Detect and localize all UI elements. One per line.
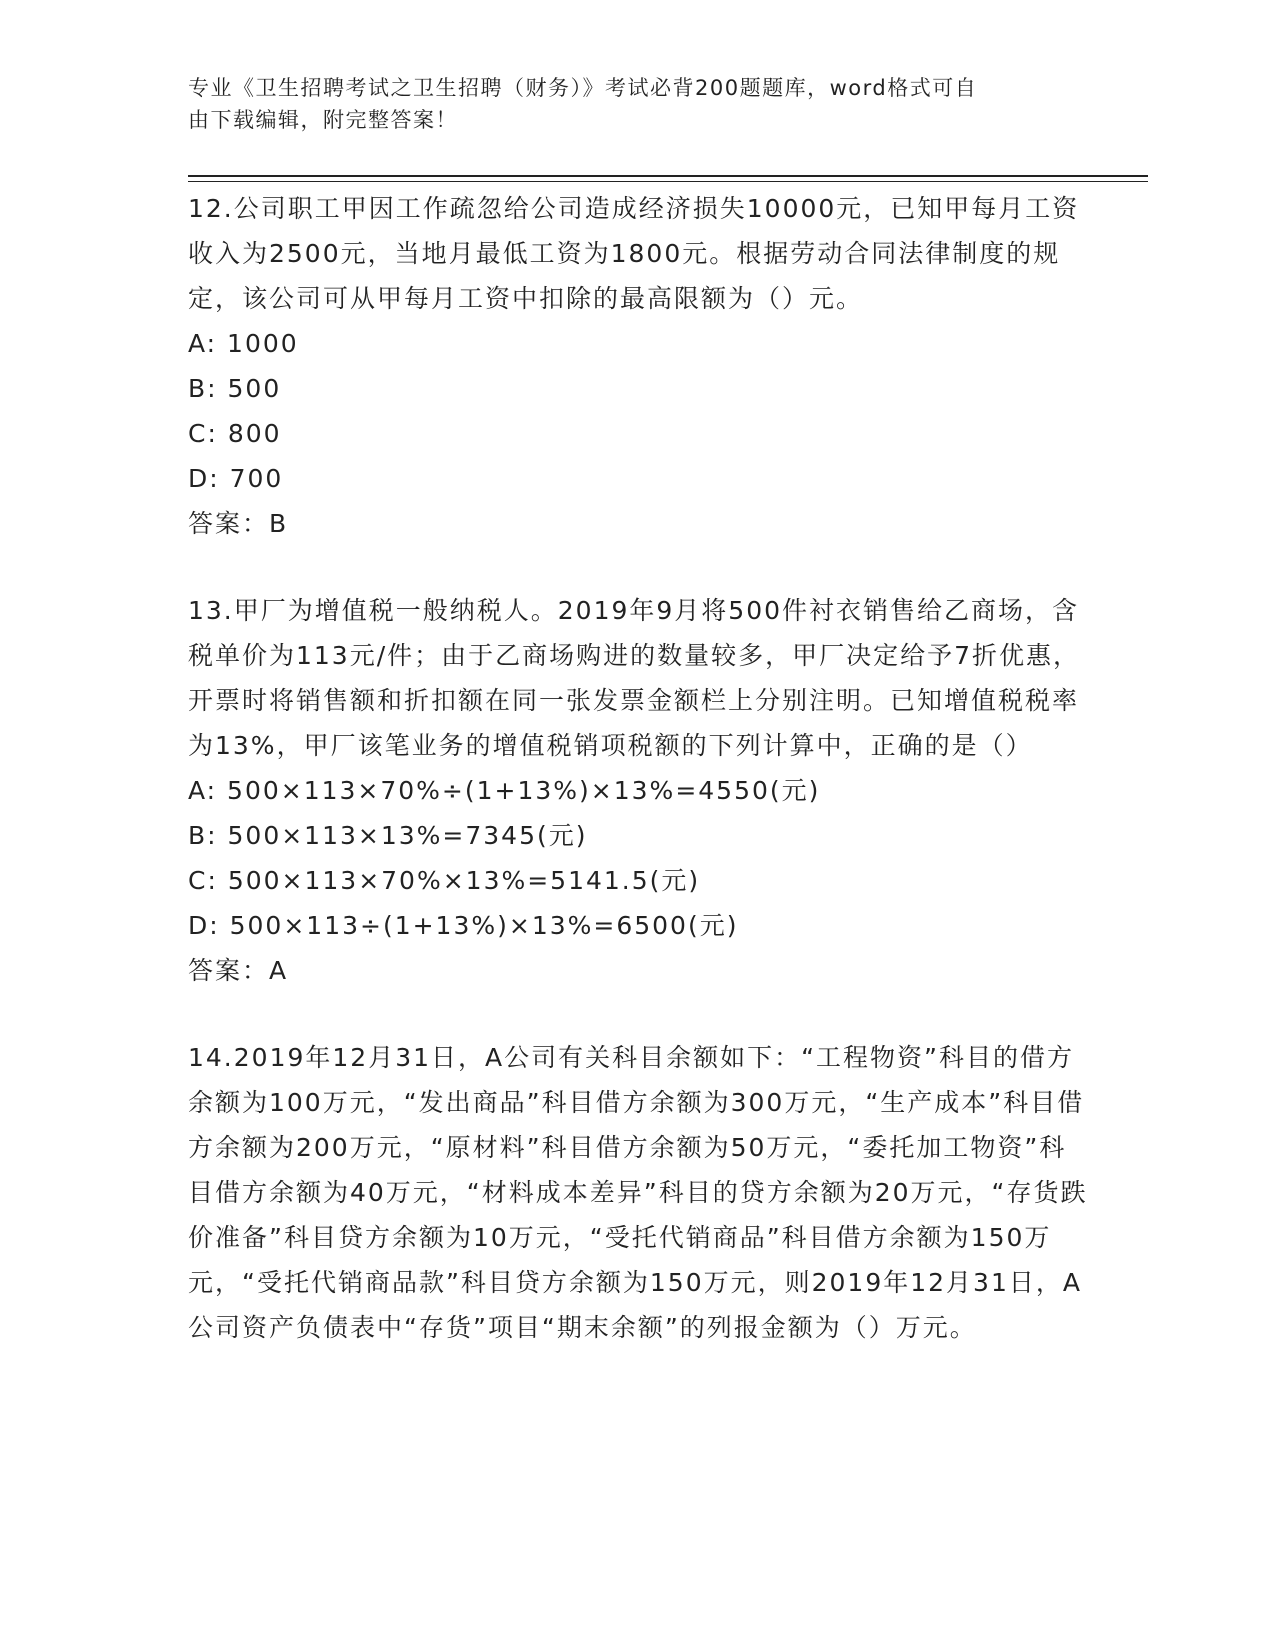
answer: 答案：B bbox=[188, 509, 289, 538]
option-b: B: 500×113×13%=7345(元) bbox=[188, 821, 588, 850]
option-c: C: 800 bbox=[188, 419, 282, 448]
question-12 bbox=[188, 186, 1088, 546]
document-body bbox=[188, 186, 1088, 1392]
option-d: D: 700 bbox=[188, 464, 284, 493]
question-stem: 14.2019年12月31日，A公司有关科目余额如下：“工程物资”科目的借方余额为100万元，“发出商品”科目借方余额为300万元，“生产成本”科目借方余额为200万元，“原材料”科目借方余额为50万元，“委托加工物资”科目借方余额为40万元，“材料成本差异”科目的贷方余额为20万元，“存货跌价准备”科目贷方余额为10万元，“受托代销商品”科目借方余额为150万元，“受托代销商品款”科目贷方余额为150万元，则2019年12月31日，A公司资产负债表中“存货”项目“期末余额”的列报金额为（）万元。 bbox=[188, 1043, 1088, 1342]
option-b: B: 500 bbox=[188, 374, 282, 403]
header-divider-thin bbox=[188, 181, 1148, 182]
option-c: C: 500×113×70%×13%=5141.5(元) bbox=[188, 866, 701, 895]
question-13 bbox=[188, 588, 1088, 993]
question-14 bbox=[188, 1035, 1088, 1350]
header-divider-thick bbox=[188, 175, 1148, 177]
header-title-line-1: 专业《卫生招聘考试之卫生招聘（财务）》考试必背200题题库，word格式可自 bbox=[188, 76, 978, 100]
option-d: D: 500×113÷(1+13%)×13%=6500(元) bbox=[188, 911, 739, 940]
answer: 答案：A bbox=[188, 956, 289, 985]
header-title-line-2: 由下载编辑，附完整答案！ bbox=[188, 108, 458, 132]
option-a: A: 500×113×70%÷(1+13%)×13%=4550(元) bbox=[188, 776, 821, 805]
option-a: A: 1000 bbox=[188, 329, 299, 358]
question-stem: 12.公司职工甲因工作疏忽给公司造成经济损失10000元，已知甲每月工资收入为2500元，当地月最低工资为1800元。根据劳动合同法律制度的规定，该公司可从甲每月工资中扣除的最高限额为（）元。 bbox=[188, 194, 1080, 313]
document-header bbox=[188, 72, 1068, 136]
question-stem: 13.甲厂为增值税一般纳税人。2019年9月将500件衬衣销售给乙商场，含税单价为113元/件；由于乙商场购进的数量较多，甲厂决定给予7折优惠，开票时将销售额和折扣额在同一张发票金额栏上分别注明。已知增值税税率为13%，甲厂该笔业务的增值税销项税额的下列计算中，正确的是（） bbox=[188, 596, 1081, 760]
